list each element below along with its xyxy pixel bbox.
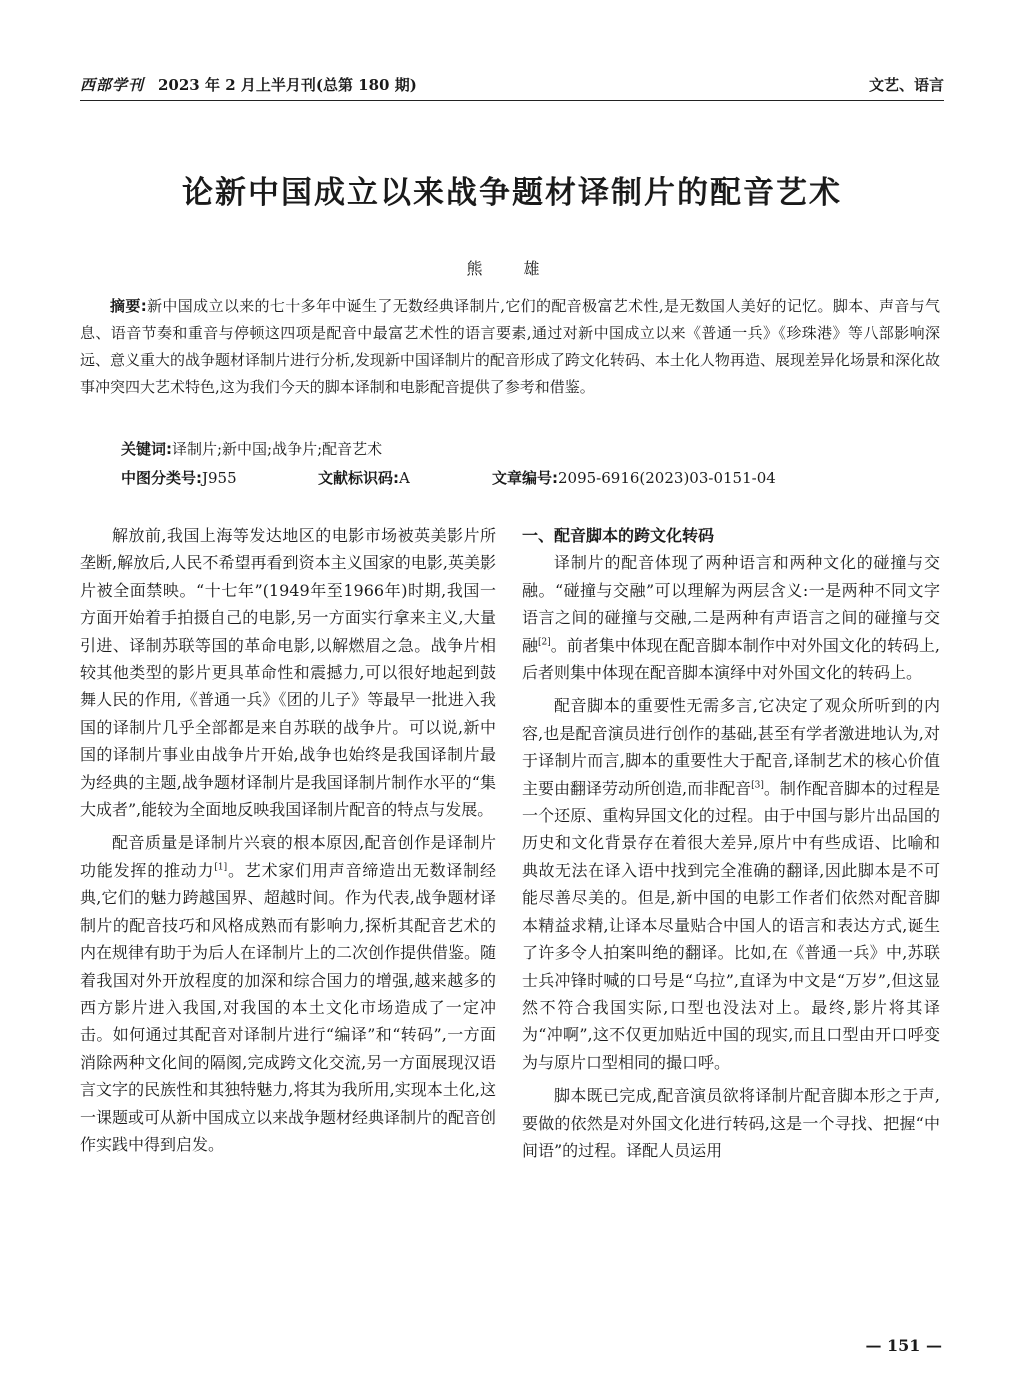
- citation-ref: [2]: [538, 637, 551, 648]
- body-paragraph: 脚本既已完成,配音演员欲将译制片配音脚本形之于声,要做的依然是对外国文化进行转码,这是一个寻找、把握“中间语”的过程。译配人员运用: [522, 1086, 940, 1160]
- article-number-value: 2095-6916(2023)03-0151-04: [558, 469, 776, 487]
- text-run: 配音质量是译制片兴衰的根本原因,配音创作是译制片功能发挥的推动力: [80, 833, 496, 880]
- classification-value: J955: [202, 469, 237, 487]
- classification: [121, 467, 237, 488]
- article-number: [492, 467, 776, 488]
- body-paragraph: 解放前,我国上海等发达地区的电影市场被英美影片所垄断,解放后,人民不希望再看到资本主义国家的电影,英美影片被全面禁映。“十七年”(1949年至1966年)时期,我国一方面开始着手拍摄自己的电影,另一方面实行拿来主义,大量引进、译制苏联等国的革命电影,以解燃眉之急。战争片相较其他类型的影片更具革命性和震撼力,可以很好地起到鼓舞人民的作用,《普通一兵》《团的儿子》等最早一批进入我国的译制片几乎全部都是来自苏联的战争片。可以说,新中国的译制片事业由战争片开始,战争也始终是我国译制片最为经典的主题,战争题材译制片是我国译制片制作水平的“集大成者”,能较为全面地反映我国译制片配音的特点与发展。: [80, 526, 496, 820]
- section-heading: 一、配音脚本的跨文化转码: [522, 526, 715, 545]
- author-name: 熊 雄: [466, 259, 558, 278]
- issue-info: 2023 年 2 月上半月刊(总第 180 期): [158, 76, 417, 94]
- abstract-label: 摘要:: [110, 297, 147, 315]
- citation-ref: [3]: [751, 780, 764, 791]
- text-run: 译制片的配音体现了两种语言和两种文化的碰撞与交融。“碰撞与交融”可以理解为两层含义:一是两种不同文字语言之间的碰撞与交融,二是两种有声语言之间的碰撞与交融: [522, 553, 940, 655]
- abstract-paragraph: [80, 293, 940, 401]
- running-header: [80, 72, 944, 98]
- text-run: 配音脚本的重要性无需多言,它决定了观众所听到的内容,也是配音演员进行创作的基础,甚至有学者激进地认为,对于译制片而言,脚本的重要性大于配音,译制艺术的核心价值主要由翻译劳动所创造,而非配音: [522, 696, 940, 798]
- body-paragraph: [522, 692, 940, 1076]
- text-run: 。艺术家们用声音缔造出无数译制经典,它们的魅力跨越国界、超越时间。作为代表,战争题材译制片的配音技巧和风格成熟而有影响力,探析其配音艺术的内在规律有助于为后人在译制片上的二次创作提供借鉴。随着我国对外开放程度的加深和综合国力的增强,越来越多的西方影片进入我国,对我国的本土文化市场造成了一定冲击。如何通过其配音对译制片进行“编译”和“转码”,一方面消除两种文化间的隔阂,完成跨文化交流,另一方面展现汉语言文字的民族性和其独特魅力,将其为我所用,实现本土化,这一课题或可从新中国成立以来战争题材经典译制片的配音创作实践中得到启发。: [80, 860, 497, 1154]
- page-number: — 151 —: [865, 1336, 942, 1355]
- citation-ref: [1]: [214, 862, 228, 873]
- body-paragraph: [522, 549, 940, 686]
- text-run: 。前者集中体现在配音脚本制作中对外国文化的转码上,后者则集中体现在配音脚本演绎中对外国文化的转码上。: [522, 635, 940, 683]
- text-run: 。制作配音脚本的过程是一个还原、重构异国文化的过程。由于中国与影片出品国的历史和文化背景存在着很大差异,原片中有些成语、比喻和典故无法在译入语中找到完全准确的翻译,因此脚本是不可能尽善尽美的。但是,新中国的电影工作者们依然对配音脚本精益求精,让译本尽量贴合中国人的语言和表达方式,诞生了许多令人拍案叫绝的翻译。比如,在《普通一兵》中,苏联士兵冲锋时喊的口号是“乌拉”,直译为中文是“万岁”,但这显然不符合我国实际,口型也没法对上。最终,影片将其译为“冲啊”,这不仅更加贴近中国的现实,而且口型由开口呼变为与原片口型相同的撮口呼。: [522, 778, 940, 1072]
- keywords-label: 关键词:: [121, 440, 172, 458]
- header-rule: [80, 100, 944, 101]
- classification-label: 中图分类号:: [121, 469, 202, 487]
- document-code: [318, 467, 410, 488]
- article-title: 论新中国成立以来战争题材译制片的配音艺术: [182, 175, 842, 211]
- article-number-label: 文章编号:: [492, 469, 558, 487]
- abstract: [80, 293, 940, 401]
- body-paragraph: [80, 829, 496, 1158]
- right-column: [522, 522, 940, 1170]
- keywords: [121, 438, 382, 459]
- document-code-value: A: [399, 469, 410, 487]
- left-column: [80, 522, 496, 1164]
- section-label: 文艺、语言: [868, 76, 944, 94]
- document-code-label: 文献标识码:: [318, 469, 399, 487]
- keywords-text: 译制片;新中国;战争片;配音艺术: [172, 440, 383, 458]
- abstract-text: 新中国成立以来的七十多年中诞生了无数经典译制片,它们的配音极富艺术性,是无数国人美好的记忆。脚本、声音与气息、语音节奏和重音与停顿这四项是配音中最富艺术性的语言要素,通过对新中国成立以来《普通一兵》《珍珠港》等八部影响深远、意义重大的战争题材译制片进行分析,发现新中国译制片的配音形成了跨文化转码、本土化人物再造、展现差异化场景和深化故事冲突四大艺术特色,这为我们今天的脚本译制和电影配音提供了参考和借鉴。: [80, 297, 941, 396]
- journal-name: 西部学刊: [80, 76, 145, 94]
